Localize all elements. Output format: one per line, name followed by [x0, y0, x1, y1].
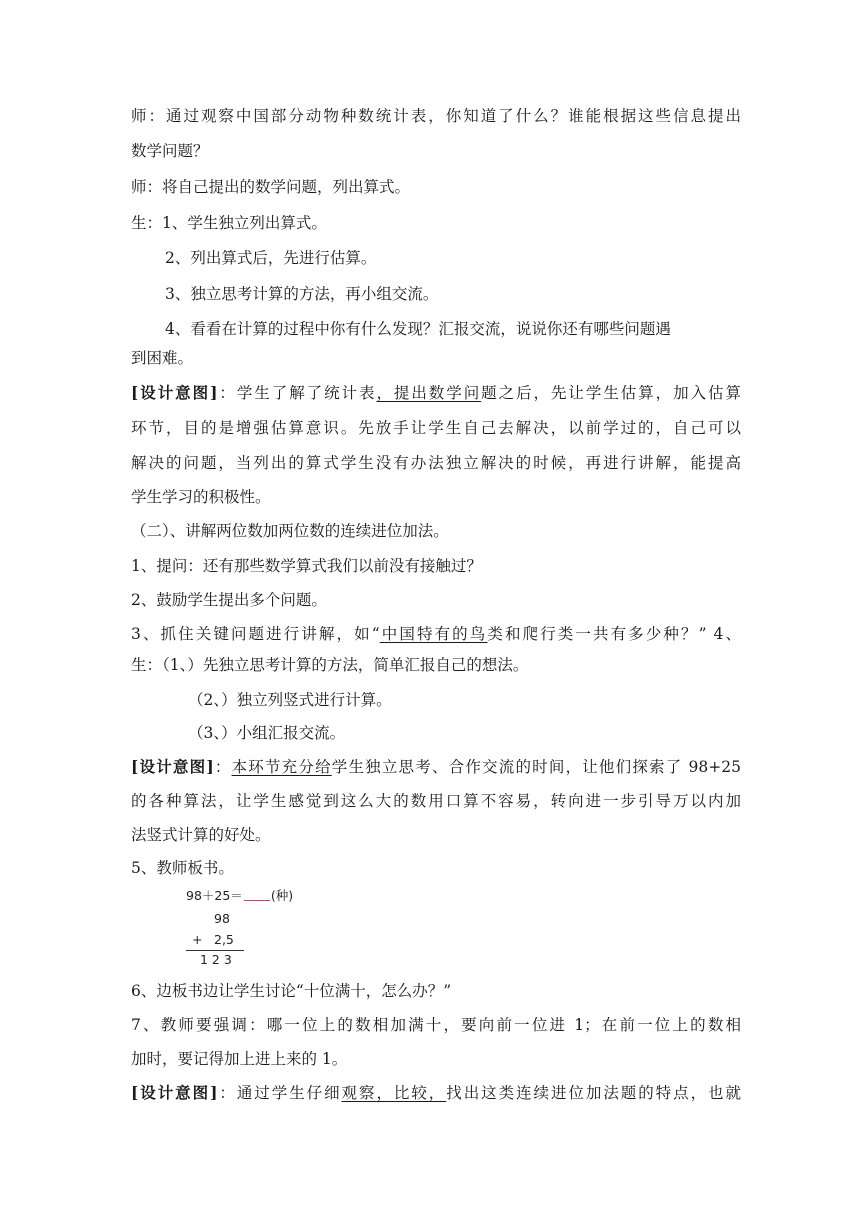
text-line: 师：将自己提出的数学问题，列出算式。 [131, 178, 411, 196]
sum-rule [186, 950, 244, 951]
text-line: 数学问题？ [131, 142, 209, 160]
text-line: 2、列出算式后，先进行估算。 [165, 249, 377, 267]
design-intent-paragraph: [设计意图]：本环节充分给学生独立思考、合作交流的时间，让他们探索了 98+25 [131, 757, 741, 776]
text-line: 4、看看在计算的过程中你有什么发现？汇报交流，说说你还有哪些问题遇 [165, 320, 671, 338]
text-line: 6、边板书边让学生讨论“十位满十，怎么办？” [131, 982, 452, 1000]
text-line: （3、）小组汇报交流。 [188, 724, 346, 742]
equation-line: 98＋25＝ (种) [186, 888, 294, 903]
text-line: 3、抓住关键问题进行讲解，如“中国特有的鸟类和爬行类一共有多少种？” 4、 [131, 625, 741, 643]
text-line: 学生学习的积极性。 [131, 488, 271, 506]
design-intent-label: [设计意图] [131, 757, 214, 776]
text-line: 2、鼓励学生提出多个问题。 [131, 591, 327, 609]
text-line: 解决的问题，当列出的算式学生没有办法独立解决的时候，再进行讲解，能提高 [131, 454, 741, 472]
text-line: （2、）独立列竖式进行计算。 [188, 691, 392, 709]
addend-bottom: 2,5 [214, 932, 234, 947]
sum-result: 1 2 3 [200, 952, 232, 967]
design-intent-paragraph: [设计意图]：通过学生仔细观察，比较，找出这类连续进位加法题的特点，也就 [131, 1083, 741, 1102]
text-line: 环节，目的是增强估算意识。先放手让学生自己去解决，以前学过的，自己可以 [131, 419, 741, 437]
plus-sign: + [192, 932, 203, 947]
text-line: 法竖式计算的好处。 [131, 826, 271, 844]
design-intent-label: [设计意图] [131, 1083, 218, 1102]
text-line: 加时，要记得加上进上来的 1。 [131, 1050, 348, 1068]
text-line: 生：1、学生独立列出算式。 [131, 214, 327, 232]
text-line: 7、教师要强调：哪一位上的数相加满十，要向前一位进 1；在前一位上的数相 [131, 1016, 741, 1034]
section-heading: （二）、讲解两位数加两位数的连续进位加法。 [131, 522, 449, 540]
design-intent-label: [设计意图] [131, 383, 218, 402]
text-line: 师：通过观察中国部分动物种数统计表，你知道了什么？谁能根据这些信息提出 [131, 107, 741, 125]
text-line: 生：（1、）先独立思考计算的方法，简单汇报自己的想法。 [131, 656, 529, 674]
text-line: 的各种算法，让学生感觉到这么大的数用口算不容易，转向进一步引导万以内加 [131, 792, 741, 810]
text-line: 1、提问：还有那些数学算式我们以前没有接触过？ [131, 557, 482, 575]
answer-blank [244, 889, 270, 901]
text-line: 3、独立思考计算的方法，再小组交流。 [165, 285, 439, 303]
text-line: 到困难。 [131, 349, 194, 367]
vertical-addition-figure [186, 884, 306, 970]
addend-top: 98 [214, 911, 230, 926]
design-intent-paragraph: [设计意图]：学生了解了统计表，提出数学问题之后，先让学生估算，加入估算 [131, 383, 741, 402]
text-line: 5、教师板书。 [131, 859, 234, 877]
